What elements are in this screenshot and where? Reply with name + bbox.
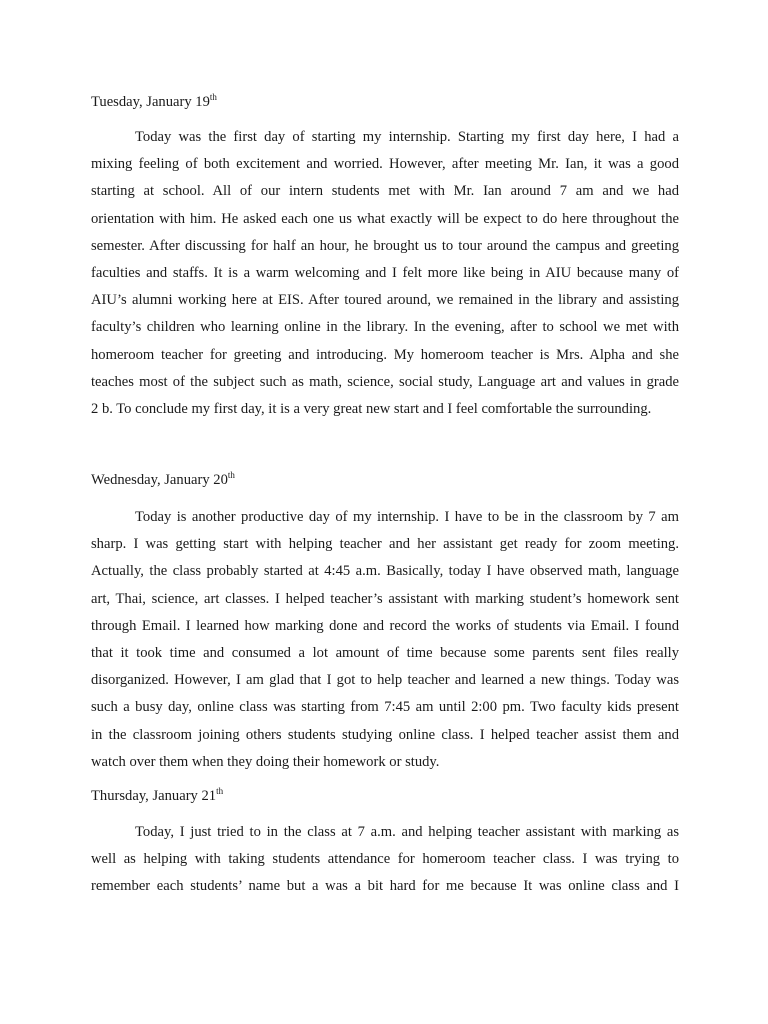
heading-text: Wednesday, January 20 [91, 472, 228, 488]
entry-body-wednesday [91, 504, 679, 776]
text-line: disorganized. However, I am glad that I got to help teacher and learned a new things. Today was [91, 672, 679, 689]
text-line: AIU’s alumni working here at EIS. After toured around, we remained in the library and assisting [91, 292, 679, 309]
text-line: such a busy day, online class was starting from 7:45 am until 2:00 pm. Two faculty kids present [91, 699, 679, 716]
heading-ordinal-suffix: th [209, 92, 217, 102]
text-line: starting at school. All of our intern students met with Mr. Ian around 7 am and we had [91, 183, 679, 200]
text-line: semester. After discussing for half an hour, he brought us to tour around the campus and greeting [91, 237, 679, 254]
text-line: Today, I just tried to in the class at 7 a.m. and helping teacher assistant with marking as [135, 824, 679, 840]
text-line: in the classroom joining others students studying online class. I helped teacher assist them and [91, 726, 679, 743]
text-line: sharp. I was getting start with helping teacher and her assistant get ready for zoom meeting. [91, 536, 679, 553]
heading-ordinal-suffix: th [216, 786, 224, 796]
text-line: Today is another productive day of my internship. I have to be in the classroom by 7 am [135, 509, 679, 525]
text-line: remember each students’ name but a was a bit hard for me because It was online class and I [91, 878, 679, 895]
text-line: faculties and staffs. It is a warm welcoming and I felt more like being in AIU because many of [91, 265, 679, 282]
heading-text: Tuesday, January 19 [91, 94, 210, 110]
entry-body-thursday [91, 819, 679, 901]
text-line: that it took time and consumed a lot amount of time because some parents sent files really [91, 645, 679, 662]
text-line: faculty’s children who learning online in the library. In the evening, after to school we met with [91, 319, 679, 336]
text-line: homeroom teacher for greeting and introducing. My homeroom teacher is Mrs. Alpha and she [91, 346, 679, 363]
text-line: Actually, the class probably started at 4:45 a.m. Basically, today I have observed math, language [91, 563, 679, 580]
text-line: Today was the first day of starting my internship. Starting my first day here, I had a [135, 129, 679, 145]
text-line: through Email. I learned how marking done and record the works of students via Email. I found [91, 617, 679, 634]
heading-ordinal-suffix: th [227, 470, 235, 480]
entry-body-tuesday [91, 124, 679, 423]
entry-heading-thursday [91, 787, 223, 805]
text-line: orientation with him. He asked each one us what exactly will be expect to do here throughout the [91, 210, 679, 227]
entry-heading-tuesday [91, 93, 217, 111]
heading-text: Thursday, January 21 [91, 788, 217, 804]
text-line: watch over them when they doing their homework or study. [91, 753, 440, 770]
text-line: art, Thai, science, art classes. I helped teacher’s assistant with marking student’s homework sent [91, 590, 679, 607]
text-line: teaches most of the subject such as math, science, social study, Language art and values in grade [91, 373, 679, 390]
entry-heading-wednesday [91, 471, 235, 489]
text-line: mixing feeling of both excitement and worried. However, after meeting Mr. Ian, it was a good [91, 156, 679, 173]
text-line: 2 b. To conclude my first day, it is a very great new start and I feel comfortable the surrounding. [91, 401, 652, 418]
text-line: well as helping with taking students attendance for homeroom teacher class. I was trying to [91, 851, 679, 868]
